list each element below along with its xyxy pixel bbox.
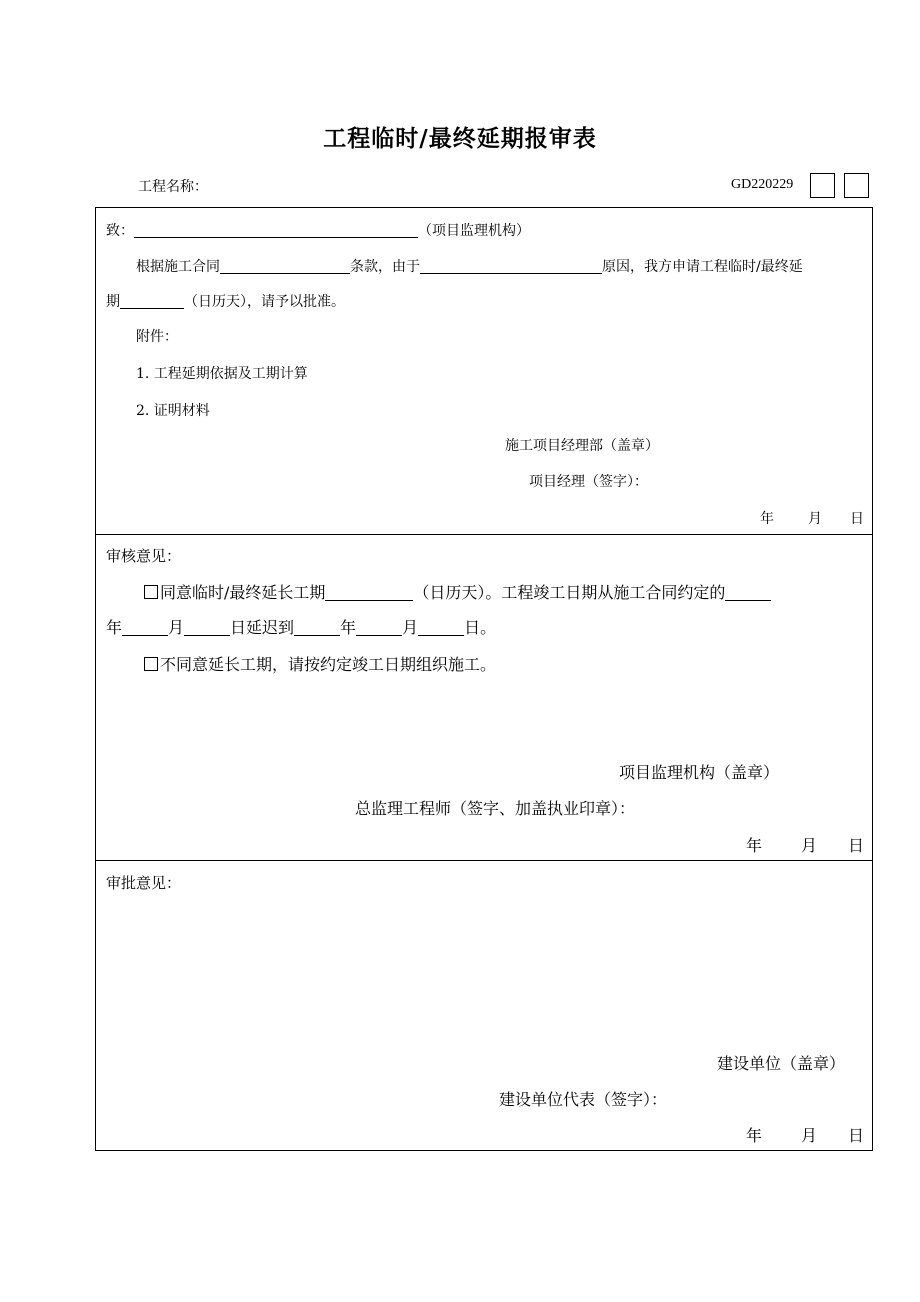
new-day-blank[interactable]: [418, 619, 464, 636]
page-title: 工程临时/最终延期报审表: [323, 125, 597, 152]
form-code: GD220229: [731, 177, 794, 192]
month-label: 月: [168, 618, 185, 637]
completion-date-text: （日历天）。工程竣工日期从施工合同约定的: [413, 583, 726, 602]
disagree-checkbox[interactable]: [144, 657, 158, 671]
application-days-line: [106, 291, 345, 311]
original-year-blank[interactable]: [725, 584, 771, 601]
section3-date-day: 日: [848, 1126, 865, 1145]
year-label: 年: [106, 618, 123, 637]
new-month-label: 月: [402, 618, 419, 637]
days-blank[interactable]: [120, 294, 184, 309]
code-box-1[interactable]: [810, 173, 835, 198]
form-frame: [95, 207, 873, 1151]
section1-date-year: 年: [760, 511, 774, 527]
chief-engineer-signature-label: 总监理工程师（签字、加盖执业印章）：: [355, 799, 636, 818]
project-manager-signature-label: 项目经理（签字）：: [529, 474, 648, 490]
approval-request-text: （日历天），请予以批准。: [184, 294, 345, 310]
agree-text: 同意临时/最终延长工期: [160, 583, 326, 602]
project-name-label: 工程名称：: [138, 179, 208, 195]
section-divider-2: [95, 860, 873, 861]
reason-blank[interactable]: [420, 259, 602, 274]
to-suffix: （项目监理机构）: [418, 223, 530, 239]
owner-rep-signature-label: 建设单位代表（签字）：: [499, 1090, 668, 1109]
section3-date-year: 年: [746, 1126, 763, 1145]
agree-checkbox[interactable]: [144, 585, 158, 599]
new-day-label: 日。: [464, 618, 497, 637]
disagree-text: 不同意延长工期，请按约定竣工日期组织施工。: [160, 655, 497, 674]
section1-date-day: 日: [850, 511, 864, 527]
attachments-label: 附件：: [136, 329, 178, 345]
application-reason-line: [136, 256, 803, 276]
clause-label: 条款，由于: [350, 259, 420, 275]
section2-date-day: 日: [848, 836, 865, 855]
code-box-2[interactable]: [844, 173, 869, 198]
disagree-line: [144, 652, 496, 675]
section1-date-month: 月: [808, 511, 822, 527]
section2-date-month: 月: [801, 836, 818, 855]
new-year-blank[interactable]: [294, 619, 340, 636]
delay-to-label: 日延迟到: [230, 618, 295, 637]
new-month-blank[interactable]: [356, 619, 402, 636]
to-label: 致：: [106, 223, 134, 239]
contractor-seal-label: 施工项目经理部（盖章）: [505, 438, 659, 454]
contract-clause-blank[interactable]: [220, 259, 350, 274]
new-year-label: 年: [340, 618, 357, 637]
supervisor-seal-label: 项目监理机构（盖章）: [619, 763, 780, 782]
agree-extension-line: [144, 580, 771, 603]
approval-opinion-label: 审批意见：: [106, 874, 182, 892]
reason-label: 原因，我方申请工程临时/最终延: [602, 259, 803, 275]
attachment-item-1: 1. 工程延期依据及工期计算: [136, 366, 308, 382]
owner-seal-label: 建设单位（盖章）: [717, 1054, 846, 1073]
attachment-item-2: 2. 证明材料: [136, 403, 210, 419]
section-divider-1: [95, 534, 873, 535]
date-delay-line: [106, 615, 496, 638]
supervisor-org-blank[interactable]: [134, 223, 418, 238]
period-label: 期: [106, 294, 120, 310]
application-to-line: [106, 220, 530, 240]
extension-days-blank[interactable]: [325, 584, 413, 601]
original-day-blank[interactable]: [184, 619, 230, 636]
contract-label: 根据施工合同: [136, 259, 220, 275]
section3-date-month: 月: [801, 1126, 818, 1145]
original-month-blank[interactable]: [122, 619, 168, 636]
review-opinion-label: 审核意见：: [106, 547, 182, 565]
section2-date-year: 年: [746, 836, 763, 855]
